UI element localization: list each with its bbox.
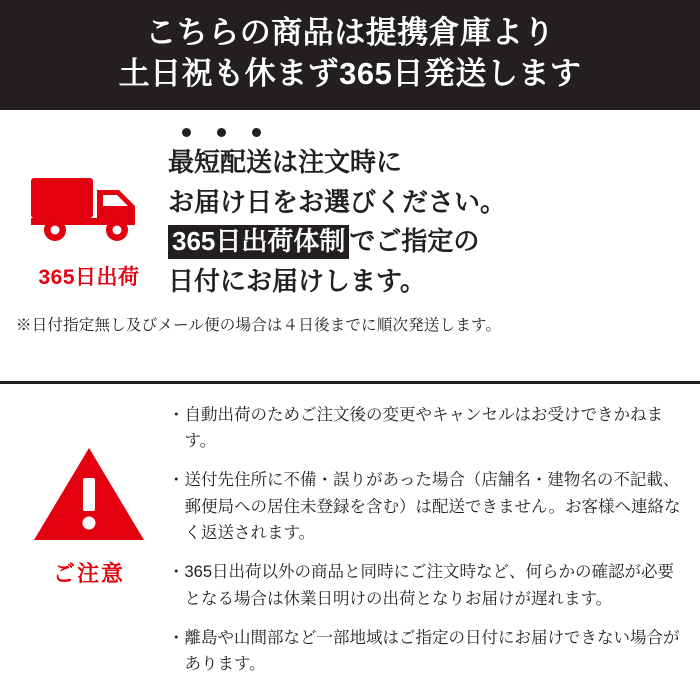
caution-item-text: 離島や山間部など一部地域はご指定の日付にお届けできない場合があります。 [184, 628, 680, 674]
caution-icon-block [10, 400, 168, 588]
caution-item-text: 送付先住所に不備・誤りがあった場合（店舗名・建物名の不記載、郵便局への居住未登録を含む）は配送できません。お客様へ連絡なく返送されます。 [184, 470, 681, 543]
bullet-icon: ・ [168, 563, 185, 582]
delivery-line-1: 最短配送は注文時に [168, 147, 403, 178]
bullet-icon: ・ [168, 628, 185, 647]
bullet-icon: ・ [168, 470, 185, 489]
banner-line-1: こちらの商品は提携倉庫より [145, 15, 555, 51]
banner-line-2: 土日祝も休まず365日発送します [118, 56, 582, 92]
caution-list [168, 400, 686, 690]
caution-item-text: 自動出荷のためご注文後の変更やキャンセルはお受けできかねます。 [184, 405, 663, 451]
dot-1 [182, 128, 191, 137]
delivery-highlight: 365日出荷体制 [168, 225, 349, 259]
bullet-icon: ・ [168, 405, 185, 424]
delivery-line-3 [168, 222, 690, 262]
delivery-line-2: お届け日をお選びください。 [168, 186, 507, 217]
list-item [168, 625, 686, 678]
header-banner [0, 0, 700, 110]
delivery-note: ※日付指定無し及びメール便の場合は４日後までに順次発送します。 [16, 317, 502, 335]
delivery-line-3-rest: でご指定の [349, 226, 480, 257]
delivery-section [0, 110, 700, 383]
truck-label: 365日出荷 [38, 266, 140, 290]
dot-3 [252, 128, 261, 137]
caution-item-text: 365日出荷以外の商品と同時にご注文時など、何らかの確認が必要となる場合は休業日明けの出荷となりお届けが遅れます。 [184, 563, 675, 608]
decorative-dots [168, 128, 690, 137]
truck-block [10, 122, 168, 291]
list-item [168, 559, 686, 612]
list-item [168, 467, 686, 547]
caution-label: ご注意 [52, 560, 125, 586]
caution-section [0, 384, 700, 700]
delivery-truck-icon [29, 168, 149, 251]
warning-triangle-icon [31, 444, 147, 549]
delivery-line-4: 日付にお届けします。 [168, 265, 426, 296]
dot-2 [217, 128, 226, 137]
delivery-text-block [168, 122, 690, 301]
list-item [168, 402, 686, 455]
